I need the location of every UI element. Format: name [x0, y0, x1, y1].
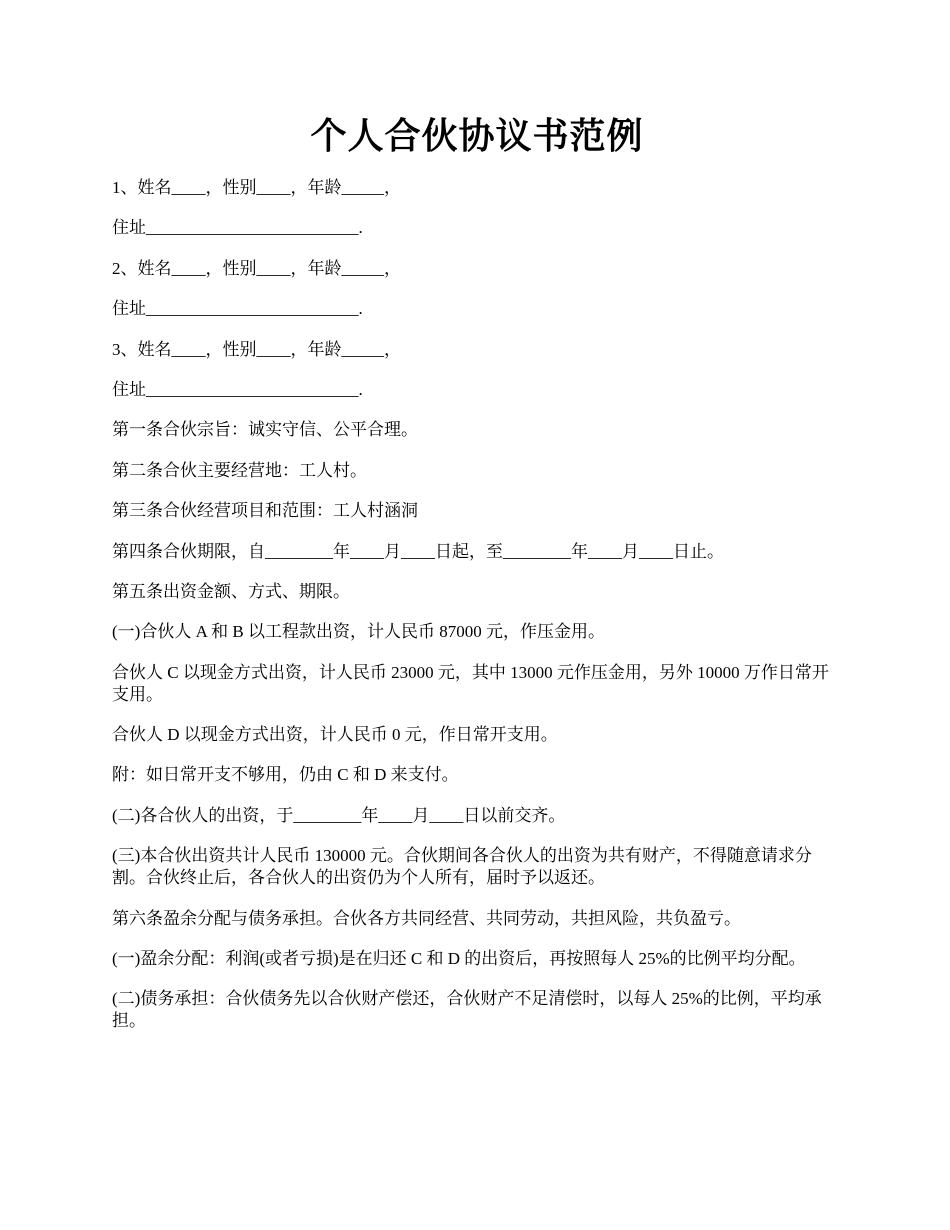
- paragraph-partner-1-address: 住址_________________________.: [112, 218, 363, 238]
- paragraph-article-6-item-2: (二)债务承担：合伙债务先以合伙财产偿还，合伙财产不足清偿时，以每人 25%的比例，平均承担。: [112, 989, 822, 1031]
- paragraph-partner-3-info: 3、姓名____，性别____，年龄_____，: [112, 339, 401, 359]
- paragraph-article-5-item-1: (一)合伙人 A 和 B 以工程款出资，计人民币 87000 元，作压金用。: [112, 622, 605, 642]
- paragraph-partner-1-info: 1、姓名____，性别____，年龄_____，: [112, 178, 401, 197]
- document-body: [112, 177, 842, 1051]
- paragraph-partner-3-address: 住址_________________________.: [112, 379, 363, 399]
- paragraph-partner-2-info: 2、姓名____，性别____，年龄_____，: [112, 258, 401, 278]
- paragraph-partner-d-contribution: 合伙人 D 以现金方式出资，计人民币 0 元，作日常开支用。: [112, 725, 558, 745]
- paragraph-article-2: 第二条合伙主要经营地：工人村。: [112, 460, 367, 480]
- paragraph-partner-c-contribution: 合伙人 C 以现金方式出资，计人民币 23000 元，其中 13000 元作压金用，另外 10000 万作日常开支用。: [112, 662, 829, 704]
- document-title: 个人合伙协议书范例: [310, 116, 644, 156]
- paragraph-article-5-item-3: (三)本合伙出资共计人民币 130000 元。合伙期间各合伙人的出资为共有财产，不得随意请求分割。合伙终止后，各合伙人的出资仍为个人所有，届时予以返还。: [112, 846, 812, 888]
- paragraph-appendix-note: 附：如日常开支不够用，仍由 C 和 D 来支付。: [112, 765, 459, 785]
- paragraph-article-5-item-2: (二)各合伙人的出资，于________年____月____日以前交齐。: [112, 805, 566, 825]
- paragraph-article-4: 第四条合伙期限，自________年____月____日起，至________年____月____日止。: [112, 541, 724, 561]
- paragraph-partner-2-address: 住址_________________________.: [112, 299, 363, 319]
- paragraph-article-6-item-1: (一)盈余分配：利润(或者亏损)是在归还 C 和 D 的出资后，再按照每人 25%的比例平均分配。: [112, 949, 806, 969]
- paragraph-article-5: 第五条出资金额、方式、期限。: [112, 581, 350, 601]
- paragraph-article-3: 第三条合伙经营项目和范围：工人村涵洞: [112, 501, 418, 521]
- paragraph-article-6: 第六条盈余分配与债务承担。合伙各方共同经营、共同劳动，共担风险，共负盈亏。: [112, 908, 741, 928]
- paragraph-article-1: 第一条合伙宗旨：诚实守信、公平合理。: [112, 420, 418, 440]
